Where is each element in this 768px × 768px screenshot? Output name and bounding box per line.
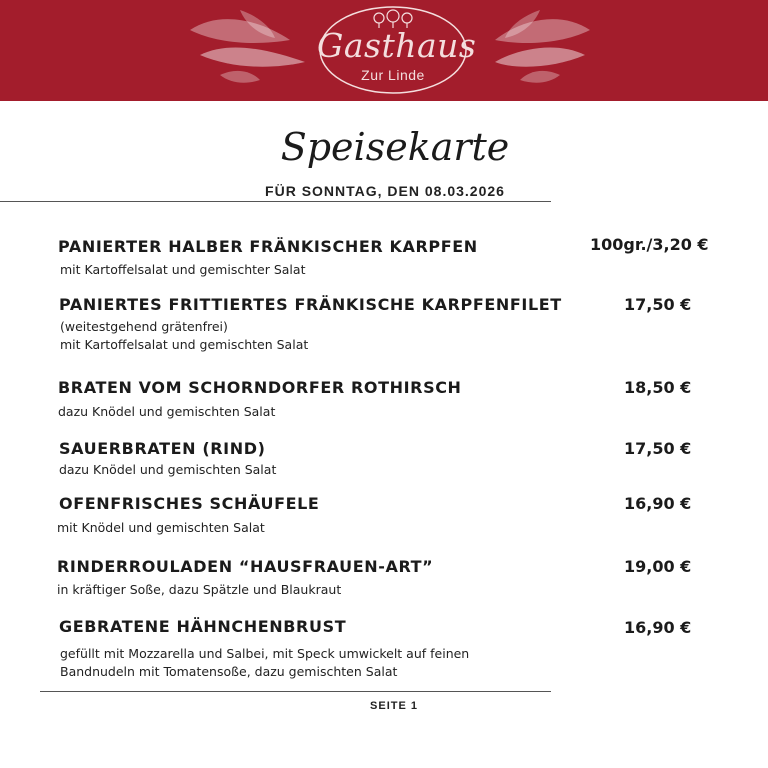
logo-title: Gasthaus	[317, 26, 477, 65]
menu-title	[280, 112, 510, 184]
dish-name: PANIERTER HALBER FRÄNKISCHER KARPFEN	[58, 237, 478, 256]
logo	[317, 4, 477, 96]
date-line: FÜR SONNTAG, DEN 08.03.2026	[265, 183, 505, 199]
dish-description: (weitestgehend grätenfrei)	[60, 319, 228, 334]
bottom-divider	[40, 691, 551, 692]
dish-price: 17,50 €	[624, 295, 692, 314]
dish-name: OFENFRISCHES SCHÄUFELE	[59, 494, 320, 513]
dish-name: BRATEN VOM SCHORNDORFER ROTHIRSCH	[58, 378, 462, 397]
dish-price: 17,50 €	[624, 439, 692, 458]
top-divider	[0, 201, 551, 202]
dish-price: 18,50 €	[624, 378, 692, 397]
dish-description: in kräftiger Soße, dazu Spätzle und Blaukraut	[57, 582, 342, 597]
dish-description: mit Kartoffelsalat und gemischter Salat	[60, 262, 306, 277]
header-banner	[0, 0, 768, 101]
logo-subtitle: Zur Linde	[361, 67, 425, 83]
dish-description: dazu Knödel und gemischten Salat	[59, 462, 277, 477]
menu-title-text: Speisekarte	[280, 125, 510, 169]
dish-description: dazu Knödel und gemischten Salat	[58, 404, 276, 419]
leaf-decoration-left-icon	[180, 0, 310, 100]
dish-price: 19,00 €	[624, 557, 692, 576]
dish-description: mit Kartoffelsalat und gemischten Salat	[60, 337, 309, 352]
dish-price: 16,90 €	[624, 494, 692, 513]
page-number: SEITE 1	[370, 700, 418, 712]
dish-name: PANIERTES FRITTIERTES FRÄNKISCHE KARPFENFILET	[59, 295, 562, 314]
dish-price: 100gr./3,20 €	[590, 235, 709, 254]
dish-description: gefüllt mit Mozzarella und Salbei, mit Speck umwickelt auf feinen	[60, 646, 470, 661]
dish-description: mit Knödel und gemischten Salat	[57, 520, 265, 535]
dish-name: RINDERROULADEN “HAUSFRAUEN-ART”	[57, 557, 434, 576]
dish-price: 16,90 €	[624, 618, 692, 637]
dish-description: Bandnudeln mit Tomatensoße, dazu gemischten Salat	[60, 664, 398, 679]
leaf-decoration-right-icon	[490, 0, 600, 100]
dish-name: GEBRATENE HÄHNCHENBRUST	[59, 617, 347, 636]
dish-name: SAUERBRATEN (RIND)	[59, 439, 266, 458]
